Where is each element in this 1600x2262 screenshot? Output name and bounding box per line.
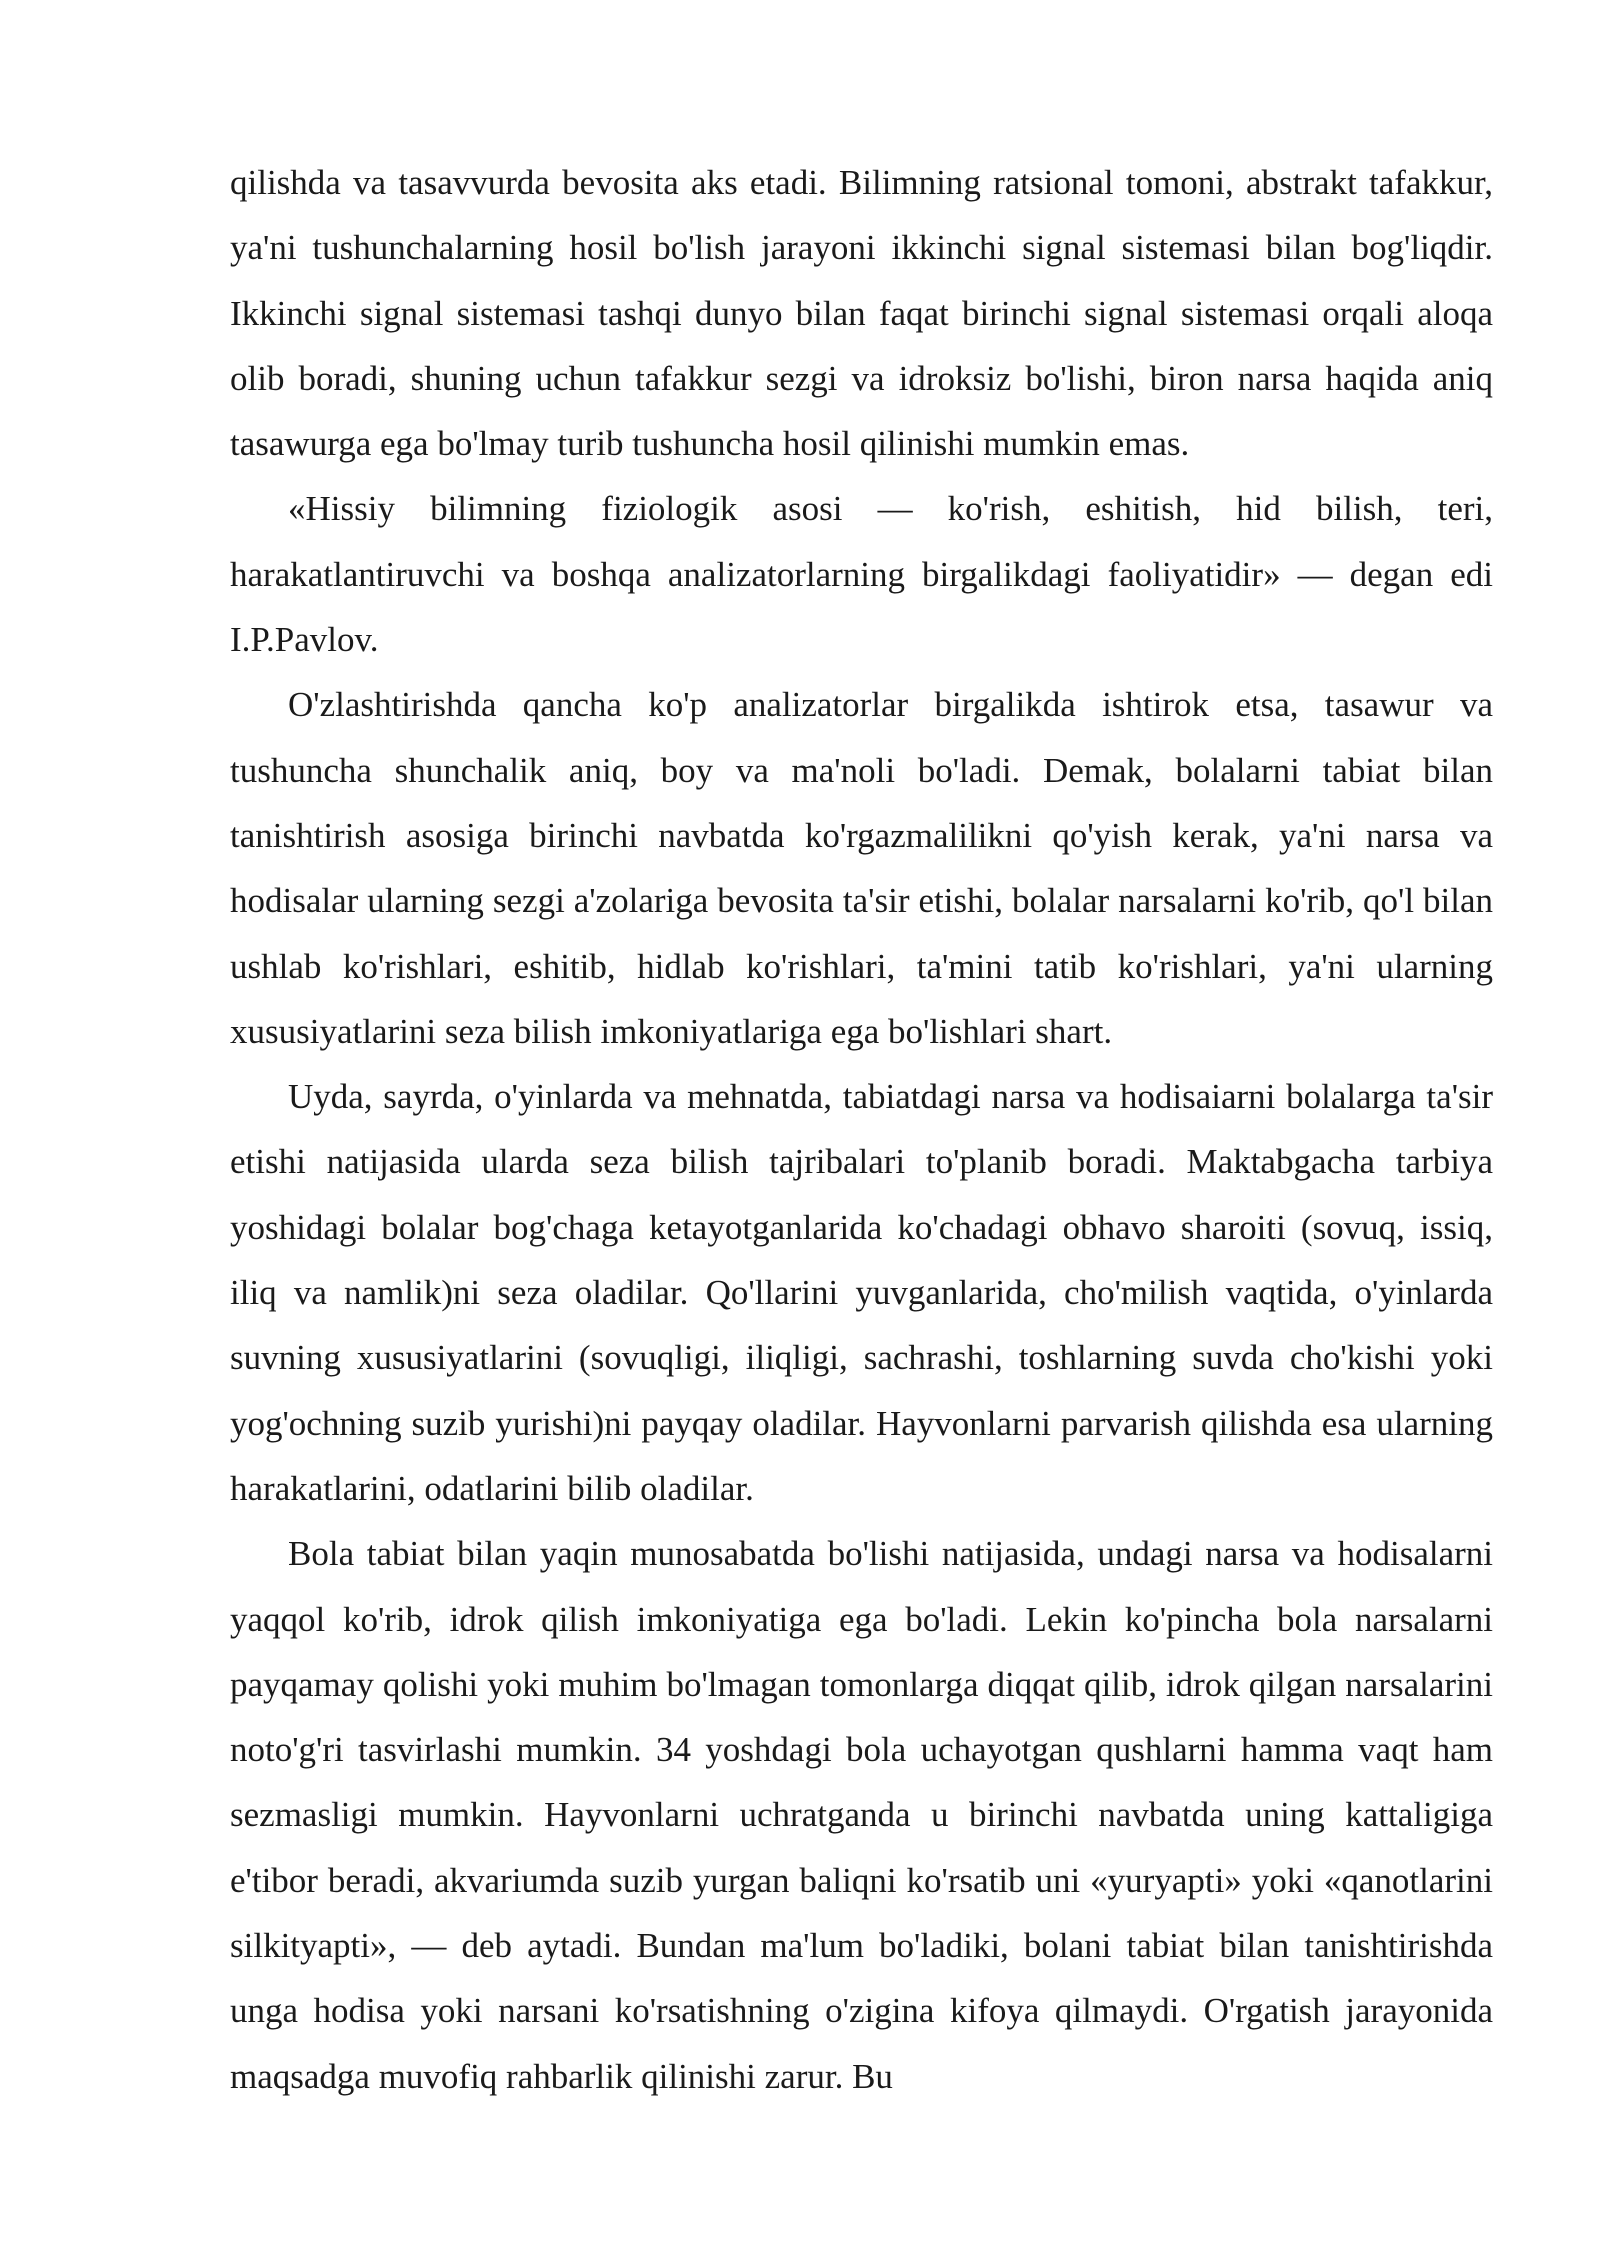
- paragraph-5: Bola tabiat bilan yaqin munosabatda bo'lishi natijasida, undagi narsa va hodisalarni yaqqol ko'rib, idrok qilish imkoniyatiga ega bo'ladi. Lekin ko'pincha bola narsalarni payqamay qolishi yoki muhim bo'lmagan tomonlarga diqqat qilib, idrok qilgan narsalarini noto'g'ri tasvirlashi mumkin. 34 yoshdagi bola uchayotgan qushlarni hamma vaqt ham sezmasligi mumkin. Hayvonlarni uchratganda u birinchi navbatda uning kattaligiga e'tibor beradi, akvariumda suzib yurgan baliqni ko'rsatib uni «yuryapti» yoki «qanotlarini silkityapti», — deb aytadi. Bundan ma'lum bo'ladiki, bolani tabiat bilan tanishtirishda unga hodisa yoki narsani ko'rsatishning o'zigina kifoya qilmaydi. O'rgatish jarayonida maqsadga muvofiq rahbarlik qilinishi zarur. Bu: [230, 1534, 1493, 2096]
- paragraph-1: qilishda va tasavvurda bevosita aks etadi. Bilimning ratsional tomoni, abstrakt tafakkur, ya'ni tushunchalarning hosil bo'lish jarayoni ikkinchi signal sistemasi bilan bog'liqdir. Ikkinchi signal sistemasi tashqi dunyo bilan faqat birinchi signal sistemasi orqali aloqa olib boradi, shuning uchun tafakkur sezgi va idroksiz bo'lishi, biron narsa haqida aniq tasawurga ega bo'lmay turib tushuncha hosil qilinishi mumkin emas.: [230, 163, 1493, 464]
- paragraph-4: Uyda, sayrda, o'yinlarda va mehnatda, tabiatdagi narsa va hodisaiarni bolalarga ta'sir etishi natijasida ularda seza bilish tajribalari to'planib boradi. Maktabgacha tarbiya yoshidagi bolalar bog'chaga ketayotganlarida ko'chadagi obhavo sharoiti (sovuq, issiq, iliq va namlik)ni seza oladilar. Qo'llarini yuvganlarida, cho'milish vaqtida, o'yinlarda suvning xususiyatlarini (sovuqligi, iliqligi, sachrashi, toshlarning suvda cho'kishi yoki yog'ochning suzib yurishi)ni payqay oladilar. Hayvonlarni parvarish qilishda esa ularning harakatlarini, odatlarini bilib oladilar.: [230, 1077, 1493, 1508]
- paragraph-3: O'zlashtirishda qancha ko'p analizatorlar birgalikda ishtirok etsa, tasawur va tushuncha shunchalik aniq, boy va ma'noli bo'ladi. Demak, bolalarni tabiat bilan tanishtirish asosiga birinchi navbatda ko'rgazmalilikni qo'yish kerak, ya'ni narsa va hodisalar ularning sezgi a'zolariga bevosita ta'sir etishi, bolalar narsalarni ko'rib, qo'l bilan ushlab ko'rishlari, eshitib, hidlab ko'rishlari, ta'mini tatib ko'rishlari, ya'ni ularning xususiyatlarini seza bilish imkoniyatlariga ega bo'lishlari shart.: [230, 685, 1493, 1051]
- document-page: [230, 150, 1493, 2109]
- paragraph-2-pavlov-quote: «Hissiy bilimning fiziologik asosi — ko'rish, eshitish, hid bilish, teri, harakatlantiruvchi va boshqa analizatorlarning birgalikdagi faoliyatidir» — degan edi I.P.Pavlov.: [230, 489, 1493, 660]
